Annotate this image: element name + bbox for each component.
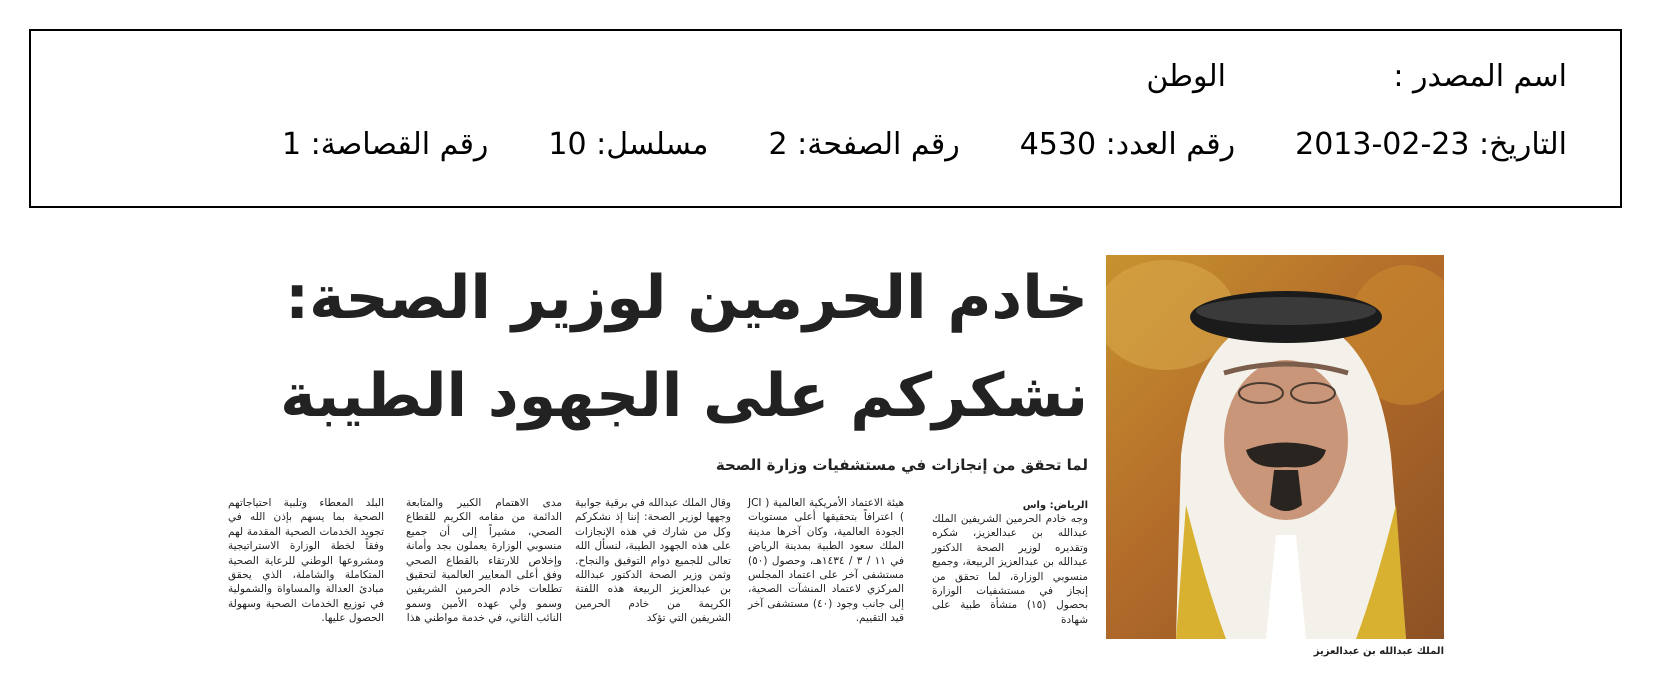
source-value: الوطن (1146, 59, 1226, 94)
clipping-info-box (29, 29, 1622, 208)
page-field (769, 127, 960, 162)
date-label: التاريخ: (1479, 127, 1567, 162)
article-column: مدى الاهتمام الكبير والمتابعة الدائمة من مقامه الكريم للقطاع الصحي، مشيراً إلى أن جميع منسوبي الوزارة يعملون بجد وأمانة وإخلاص للارتقاء بالقطاع الصحي وفق أعلى المعايير العالمية لتحقيق تطلعات خادم الحرمين الشريفين وسمو ولي عهده الأمين وسمو النائب الثاني، في خدمة مواطني هذا (406, 497, 562, 625)
portrait-photo (1106, 255, 1444, 639)
serial-field (548, 127, 708, 162)
date-value: 2013-02-23 (1295, 127, 1470, 162)
article-column: وقال الملك عبدالله في برقية جوابية وجهها لوزير الصحة: إننا إذ نشكركم وكل من شارك في هذه الإنجازات على هذه الجهود الطيبة، لنسأل الله تعالى للجميع دوام التوفيق والنجاح. وثمن وزير الصحة الدكتور عبدالله بن عبدالعزيز الربيعة هذه اللفتة الكريمة من خادم الحرمين الشريفين التي تؤكد (575, 497, 731, 625)
serial-label: مسلسل: (596, 127, 709, 162)
headline-line-2: نشكركم على الجهود الطيبة (280, 361, 1088, 431)
issue-label: رقم العدد: (1105, 127, 1236, 162)
source-label: اسم المصدر : (1393, 59, 1567, 94)
headline-line-1: خادم الحرمين لوزير الصحة: (285, 263, 1088, 333)
clip-value: 1 (281, 127, 302, 162)
metadata-line (282, 127, 1567, 162)
photo-caption: الملك عبدالله بن عبدالعزيز (1313, 646, 1444, 657)
dateline: الرياض: واس (1022, 500, 1088, 511)
article-column: البلد المعطاء وتلبية احتياجاتهم الصحية بما يسهم بإذن الله في تجويد الخدمات الصحية المقدمة لهم وفقاً لخطة الوزارة الاستراتيجية ومشروعها الوطني للرعاية الصحية المتكاملة والشاملة، الذي يحقق مبادئ العدالة والمساواة والشمولية في توزيع الخدمات الصحية وسهولة الحصول عليها. (228, 497, 384, 625)
page-value: 2 (768, 127, 788, 162)
serial-value: 10 (548, 127, 587, 162)
date-field (1295, 127, 1567, 162)
article-column: وجه خادم الحرمين الشريفين الملك عبدالله بن عبدالعزيز، شكره وتقديره لوزير الصحة الدكتور عبدالله بن عبدالعزيز الربيعة، وجميع منسوبي الوزارة، لما تحقق من إنجاز في مستشفيات الوزارة بحصول (١٥) منشأة طبية على شهادة (932, 513, 1088, 626)
article-column: هيئة الاعتماد الأمريكية العالمية ( JCI ) اعترافاً بتحقيقها أعلى مستويات الجودة العالمية، وكان آخرها مدينة الملك سعود الطبية بمدينة الرياض في ١١ / ٣ / ١٤٣٤هـ، وحصول (٥٠) مستشفى آخر على اعتماد المجلس المركزي لاعتماد المنشآت الصحية، إلى جانب وجود (٤٠) مستشفى آخر قيد التقييم. (748, 497, 905, 625)
issue-value: 4530 (1019, 127, 1097, 162)
issue-field (1020, 127, 1235, 162)
clip-field (282, 127, 488, 162)
subheadline: لما تحقق من إنجازات في مستشفيات وزارة الصحة (715, 456, 1088, 474)
clip-label: رقم القصاصة: (310, 127, 489, 162)
page-label: رقم الصفحة: (797, 127, 960, 162)
